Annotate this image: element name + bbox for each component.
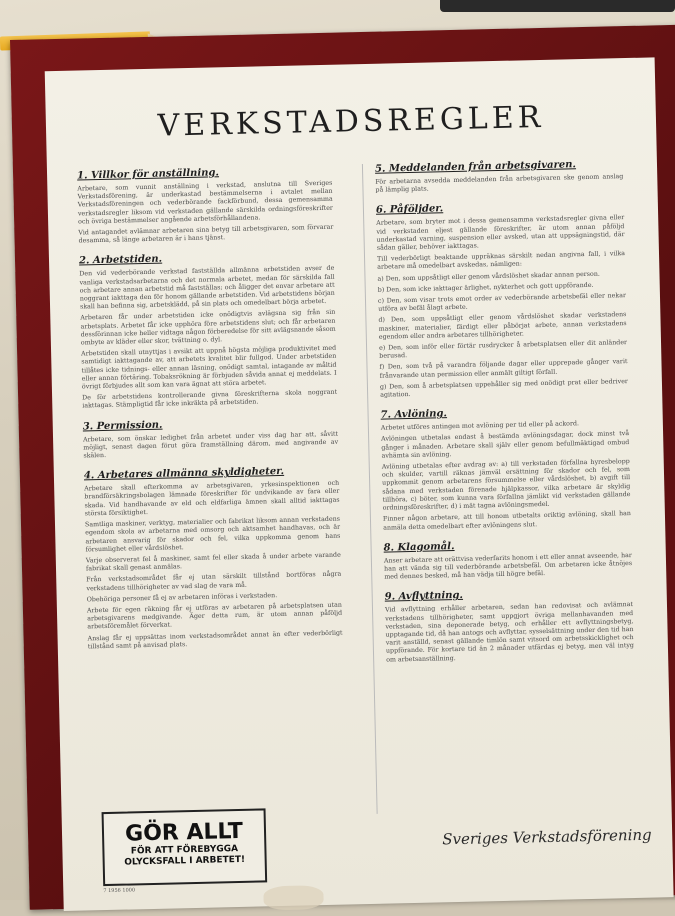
section-5 xyxy=(375,158,624,195)
section-1 xyxy=(77,165,334,246)
paper-stain xyxy=(263,885,324,910)
signature: Sveriges Verkstadsförening xyxy=(442,825,652,849)
section-paragraph: Arbete för egen räkning får ej utföras av arbetaren på arbetsplatsen utan arbetsgivarens medgivande. Äger detta rum, är utom annan påföljd arbetsföremålet förverkat. xyxy=(86,601,343,631)
section-paragraph: g) Den, som å arbetsplatsen uppehåller sig med onödigt prat eller bedriver agitation. xyxy=(379,377,628,399)
section-paragraph: Arbetare skall efterkomma av arbetsgivaren, yrkesinspektionen och brandförsäkringsbolagen lämnade föreskrifter för undvikande av fara eller skada. Vid handhavande av eld och eldfarliga ämnen skall alltid iakttagas största försiktighet. xyxy=(84,479,340,518)
section-paragraph: Anslag får ej uppsättas inom verkstadsområdet annat än efter vederbörligt tillstånd samt på anvisad plats. xyxy=(87,629,343,651)
section-8 xyxy=(383,537,632,582)
section-paragraph: Avlöningen utbetalas endast å bestämda avlöningsdagar, dock minst två gånger i månaden. Arbetare skall själv eller genom befullmäktigad ombud avhämta sin avlöning. xyxy=(381,430,630,460)
regulations-sheet xyxy=(45,57,674,911)
section-paragraph: b) Den, som icke iakttager ärlighet, nykterhet och gott uppförande. xyxy=(377,281,594,294)
section-paragraph: Arbetare, som önskar ledighet från arbetet under viss dag har att, såvitt möjligt, senast dagen förut göra framställning därom, med angivande av skälen. xyxy=(83,430,339,460)
section-2 xyxy=(79,250,337,411)
section-paragraph: Arbetare, som bryter mot i dessa gemensamma verkstadsregler givna eller vid verkstaden eljest gällande föreskrifter, är utom annan påföljd underkastad varning, suspension eller avsked, utan att uppsägningstid, där sådan gäller, behöver iakttagas. xyxy=(376,214,625,252)
section-paragraph: Arbetstiden skall utnyttjas i avsikt att uppnå högsta möjliga produktivitet med samtidigt iakttagande av, att arbetets kvalitet blir fullgod. Under arbetstiden tillåtes icke tidnings- eller annan läsning, onödigt samtal, intagande av måltid eller annan förtäring. Tobaksrökning är förbjuden såvida annat ej meddelats. I övrigt förbjudes allt som kan vara ägnat att störa arbetet. xyxy=(81,344,337,391)
section-paragraph: a) Den, som uppsåtligt eller genom vårdslöshet skadar annan person. xyxy=(377,270,600,283)
stamp-line: FÖR ATT FÖREBYGGA xyxy=(130,844,239,857)
section-paragraph: Avlöning utbetalas efter avdrag av: a) till verkstaden förfallna hyresbelopp och skulder, vartill räknas jämväl ersättning för skador och fel, som uppkommit genom arbetarens försummelse eller vårdslöshet, b) avgift till sådana med verkstaden förenade hjälpkassor, vilka arbetare är skyldig tillhöra, c) böter, som kunna vara förfallna jämlikt vid verkstaden gällande ordningsföreskrifter, d) i mät tagna avlöningsmedel. xyxy=(381,458,631,512)
section-4 xyxy=(84,465,343,651)
section-heading: 9. Avflyttning. xyxy=(384,590,464,603)
section-6 xyxy=(376,200,628,400)
section-heading: 3. Permission. xyxy=(82,419,163,433)
section-9 xyxy=(385,586,635,664)
section-heading: 1. Villkor för anställning. xyxy=(76,167,220,182)
right-column xyxy=(362,158,638,814)
section-paragraph: De för arbetstidens kontrollerande givna föreskrifterna skola noggrant iakttagas. Stämpligtid får icke inkräkta på arbetstiden. xyxy=(82,388,338,410)
section-heading: 7. Avlöning. xyxy=(380,408,448,421)
section-paragraph: Samtliga maskiner, verktyg, materialier och fabrikat liksom annan verkstadens egendom skola av arbetarna med omsorg och aktsamhet handhavas, och är arbetaren ansvarig för skador och fel, vilka uppkomma genom hans försumlighet eller vårdslöshet. xyxy=(84,515,341,554)
section-7 xyxy=(380,404,631,532)
section-heading: 2. Arbetstiden. xyxy=(78,254,163,267)
stamp-headline: GÖR ALLT xyxy=(124,818,244,847)
section-paragraph: Arbetare, som vunnit anställning i verkstad, anslutna till Sveriges Verkstadsförening, är underkastad bestämmelserna i avtalet mellan Verkstadsföreningen och vederbörande fackförbund, dessa gemensamma verkstadsregler liksom vid verkstaden gällande särskilda ordningsföreskrifter och övriga bestämmelser angående arbetsförhållandena. xyxy=(77,179,333,226)
section-paragraph: f) Den, som två på varandra följande dagar eller upprepade gånger varit frånvarande utan permission eller anmält giltigt förfall. xyxy=(379,358,628,380)
section-paragraph: Varje observerat fel å maskiner, samt fel eller skada å under arbete varande fabrikat skall genast anmälas. xyxy=(85,551,341,573)
stamp-line: OLYCKSFALL I ARBETET! xyxy=(124,854,246,868)
section-paragraph: Arbetet utföres antingen mot avlöning per tid eller på ackord. xyxy=(380,420,580,432)
section-heading: 4. Arbetares allmänna skyldigheter. xyxy=(83,466,285,482)
section-paragraph: Vid avflyttning erhåller arbetaren, sedan han redovisat och avlämnat verkstadens tillhörigheter, samt uppgjort övriga mellanhavanden med verkstaden, sina deponerade betyg, och erhåller ett avflyttningsbetyg, upptagande tid, då han antogs och avflyttar, sysselsättning under den tid han varit anställd, senast gällande timlön samt vitsord om arbetsskicklighet och uppförande. För kortare tid än 2 månader utfärdas ej betyg, men väl intyg om arbetsanställning. xyxy=(384,601,634,664)
print-code: 7 1956 1000 xyxy=(103,887,136,895)
safety-stamp xyxy=(102,808,268,886)
left-column xyxy=(77,165,343,662)
section-paragraph: Den vid vederbörande verkstad fastställda allmänna arbetstiden avser de vanliga verkstadsarbetarna och det normala arbetet, medan för särskilda fall och arbetare annan arbetstid må fastställas; och åligger det envar arbetare att noggrant iakttaga den för honom gällande arbetstiden. Vid arbetstidens början skall han befinna sig, arbetsklädd, på sin plats och omedelbart börja arbetet. xyxy=(79,265,335,311)
section-paragraph: Anser arbetare att orättvisa vederfarits honom i ett eller annat avseende, har han att vända sig till vederbörande arbetsbefäl. Om arbetaren icke åtnöjes med dennes besked, må han vädja till högre befäl. xyxy=(383,551,633,581)
desk-object xyxy=(440,0,675,12)
section-paragraph: Finner någon arbetare, att till honom utbetalts oriktig avlöning, skall han anmäla detta omedelbart efter avlöningens slut. xyxy=(382,510,631,532)
section-heading: 6. Påföljder. xyxy=(375,203,444,217)
section-paragraph: d) Den, som uppsåtligt eller genom vårdslöshet skadar verkstadens maskiner, materialier, färdigt eller påbörjat arbete, annan verkstadens egendom eller andra arbetares tillhörigheter. xyxy=(378,311,627,341)
section-paragraph: Obehöriga personer få ej av arbetaren införas i verkstaden. xyxy=(86,591,278,604)
section-heading: 5. Meddelanden från arbetsgivaren. xyxy=(374,159,577,175)
picture-frame xyxy=(10,25,675,910)
section-3 xyxy=(83,415,339,460)
section-paragraph: Till vederbörligt beaktande uppräknas särskilt nedan angivna fall, i vilka arbetare må omedelbart avskedas, nämligen: xyxy=(376,250,626,272)
document-title: VERKSTADSREGLER xyxy=(157,99,545,144)
section-paragraph: För arbetarna avsedda meddelanden från arbetsgivaren ske genom anslag på lämplig plats. xyxy=(375,173,624,194)
section-paragraph: Från verkstadsområdet får ej utan särskilt tillstånd bortföras några verkstadens tillhörigheter av vad slag de vara må. xyxy=(86,570,342,592)
section-paragraph: e) Den, som inför eller förtär rusdrycker å arbetsplatsen eller dit anländer berusad. xyxy=(379,339,628,360)
section-heading: 8. Klagomål. xyxy=(383,540,455,554)
section-paragraph: c) Den, som visar trots emot order av vederbörande arbetsbefäl eller nekar utföra av befäl ålagt arbete. xyxy=(377,292,627,313)
section-paragraph: Arbetaren får under arbetstiden icke onödigtvis avlägsna sig från sin arbetsplats. Arbetet får icke upphöra före arbetstidens slut; och får arbetaren dessförinnan icke heller vidtaga någon förberedelse för sitt avlägsnande såsom ombyte av kläder eller skor, tvättning o. dyl. xyxy=(80,309,336,347)
section-paragraph: Vid antagandet avlämnar arbetaren sina betyg till arbetsgivaren, som förvarar desamma, så länge arbetaren är i hans tjänst. xyxy=(78,223,334,245)
